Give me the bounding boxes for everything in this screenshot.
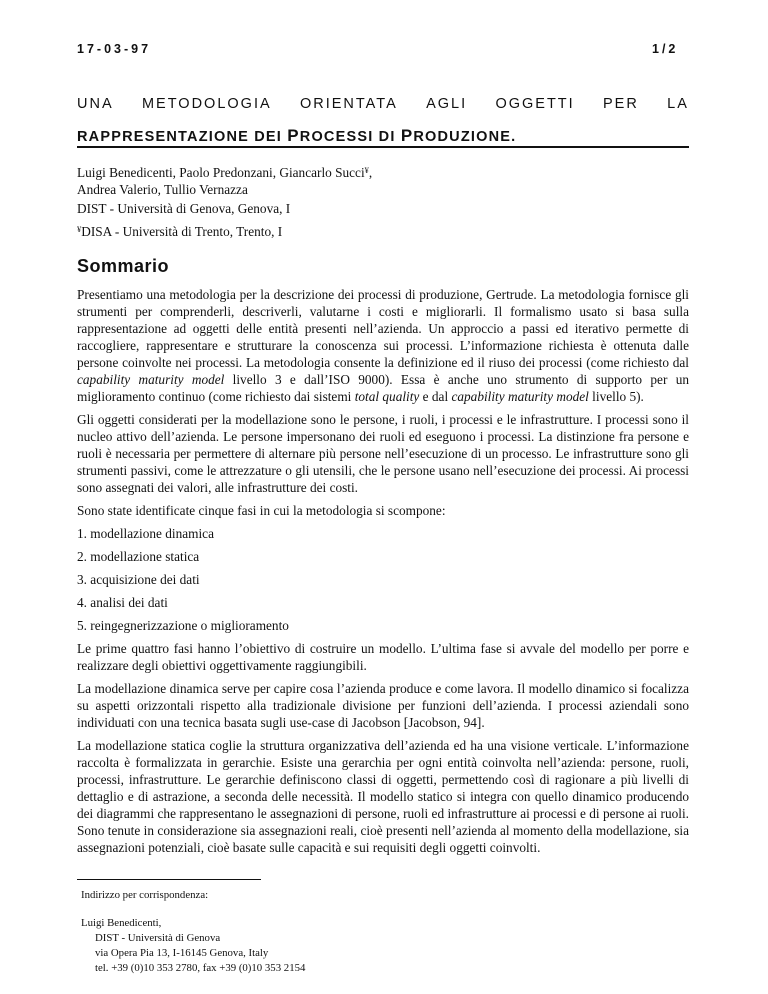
authors-line-2: Andrea Valerio, Tullio Vernazza [77,182,248,197]
authors-names: Luigi Benedicenti, Paolo Predonzani, Giancarlo Succi [77,165,365,180]
italic-term: total quality [354,389,420,404]
text-run: livello 3 e dall’ISO 9000). Essa è anche uno strumento di supporto per un miglioramento continuo (come richiesto dai sistemi [77,372,689,404]
affiliation-genova: DIST - Università di Genova, Genova, I [77,201,291,216]
paragraph [77,286,689,405]
paragraph: Gli oggetti considerati per la modellazione sono le persone, i ruoli, i processi e le infrastrutture. I processi sono il nucleo attivo dell’azienda. Le persone impersonano dei ruoli ed eseguono i processi. La distinzione fra persone e ruoli è necessaria per permettere di alternare più persone nell’esecuzione di un processo. Le infrastrutture sono gli strumenti passivi, come le attrezzature o gli utensili, che le persone usano nell’esecuzione dei processi. Ai processi sono assegnati dei valori, alle infrastrutture dei costi. [77,412,689,495]
title-word: AGLI [426,96,468,112]
title-word: UNA [77,96,114,112]
title-line-2 [77,126,689,146]
paper-title [77,96,689,146]
title-part: RAPPRESENTAZIONE DEI [77,129,288,145]
footnote-dept: DIST - Università di Genova [95,932,221,944]
list-item: 3. acquisizione dei dati [77,572,200,587]
title-line-1 [77,96,689,112]
italic-term: capability maturity model [77,372,225,387]
affiliation-trento [77,224,282,240]
paragraph: Le prime quattro fasi hanno l’obiettivo di costruire un modello. L’ultima fase si avvale del modello per porre e realizzare degli obiettivi oggettivamente raggiungibili. [77,641,689,673]
title-part: P [400,126,414,145]
text-run: e dal [419,389,452,404]
section-heading: Sommario [77,256,170,276]
abstract-body [77,286,689,862]
footnote-phone: tel. +39 (0)10 353 2780, fax +39 (0)10 353 2154 [95,962,306,974]
list-item: 2. modellazione statica [77,549,200,564]
list-item: 4. analisi dei dati [77,595,168,610]
list-item: 1. modellazione dinamica [77,526,214,541]
footnote-street: via Opera Pia 13, I-16145 Genova, Italy [95,947,269,959]
title-part: ROCESSI DI [299,129,401,145]
text-run: Presentiamo una metodologia per la descrizione dei processi di produzione, Gertrude. La metodologia fornisce gli strumenti per comprenderli, descriverli, valutarne i costi e migliorarli. Il formalismo usato si basa sulla rappresentazione ad oggetti delle entità presenti nell’azienda. Un approccio a passi ed iterativo permette di raccogliere, rappresentare e strutturare la conoscenza sui processi. L’informazione richiesta è ottenuta dalle persone coinvolte nei processi. La metodologia consente la definizione ed il riuso dei processi (come richiesto dal [77,287,689,370]
authors-line-1 [77,162,372,181]
footnote-rule [77,879,261,880]
author-list [77,162,372,198]
italic-term: capability maturity model [451,389,589,404]
title-part: P [287,126,300,145]
footnote-name: Luigi Benedicenti, [81,917,162,929]
paragraph: La modellazione statica coglie la struttura organizzativa dell’azienda ed ha una visione verticale. L’informazione raccolta è formalizzata in gerarchie. Esiste una gerarchia per ogni entità coinvolta nell’azienda: persone, ruoli, processi, infrastrutture. Le gerarchie definiscono classi di oggetti, permettendo così di ragionare a più livelli di dettaglio e di astrazione, a seconda delle necessità. Il modello statico si integra con quello dinamico producendo dei diagrammi che rappresentano le assegnazioni di persone, ruoli ed infrastrutture ai processi e di persone ai ruoli. Sono tenute in considerazione sia assegnazioni reali, cioè presenti nell’azienda al momento della modellazione, sia assegnazioni potenziali, cioè basate sulle capacità e sui requisiti degli oggetti coinvolti. [77,738,689,855]
footnote-address [81,916,305,976]
paragraph: Sono state identificate cinque fasi in cui la metodologia si scompone: [77,503,446,518]
authors-comma: , [368,165,373,180]
title-word: METODOLOGIA [141,96,272,112]
affiliation-mark: ¥ [77,224,82,234]
header-page-number: 1/2 [652,42,679,56]
affiliation-text: DISA - Università di Trento, Trento, I [81,224,283,239]
page-crop-edge [0,987,768,994]
title-word: OGGETTI [495,96,575,112]
title-rule [77,146,689,148]
title-word: ORIENTATA [299,96,398,112]
header-date: 17-03-97 [77,42,152,56]
title-word: LA [667,96,689,112]
list-item: 5. reingegnerizzazione o miglioramento [77,618,289,633]
title-word: PER [603,96,639,112]
footnote-label: Indirizzo per corrispondenza: [81,889,209,901]
title-part: RODUZIONE. [413,129,517,145]
affiliation-mark: ¥ [364,165,369,175]
paragraph: La modellazione dinamica serve per capire cosa l’azienda produce e come lavora. Il modello dinamico si focalizza su aspetti orizzontali rispetto alla tradizionale divisione per funzioni dell’azienda. I processi aziendali sono individuati con una tecnica basata sugli use-case di Jacobson [Jacobson, 94]. [77,681,689,730]
text-run: livello 5). [588,389,644,404]
